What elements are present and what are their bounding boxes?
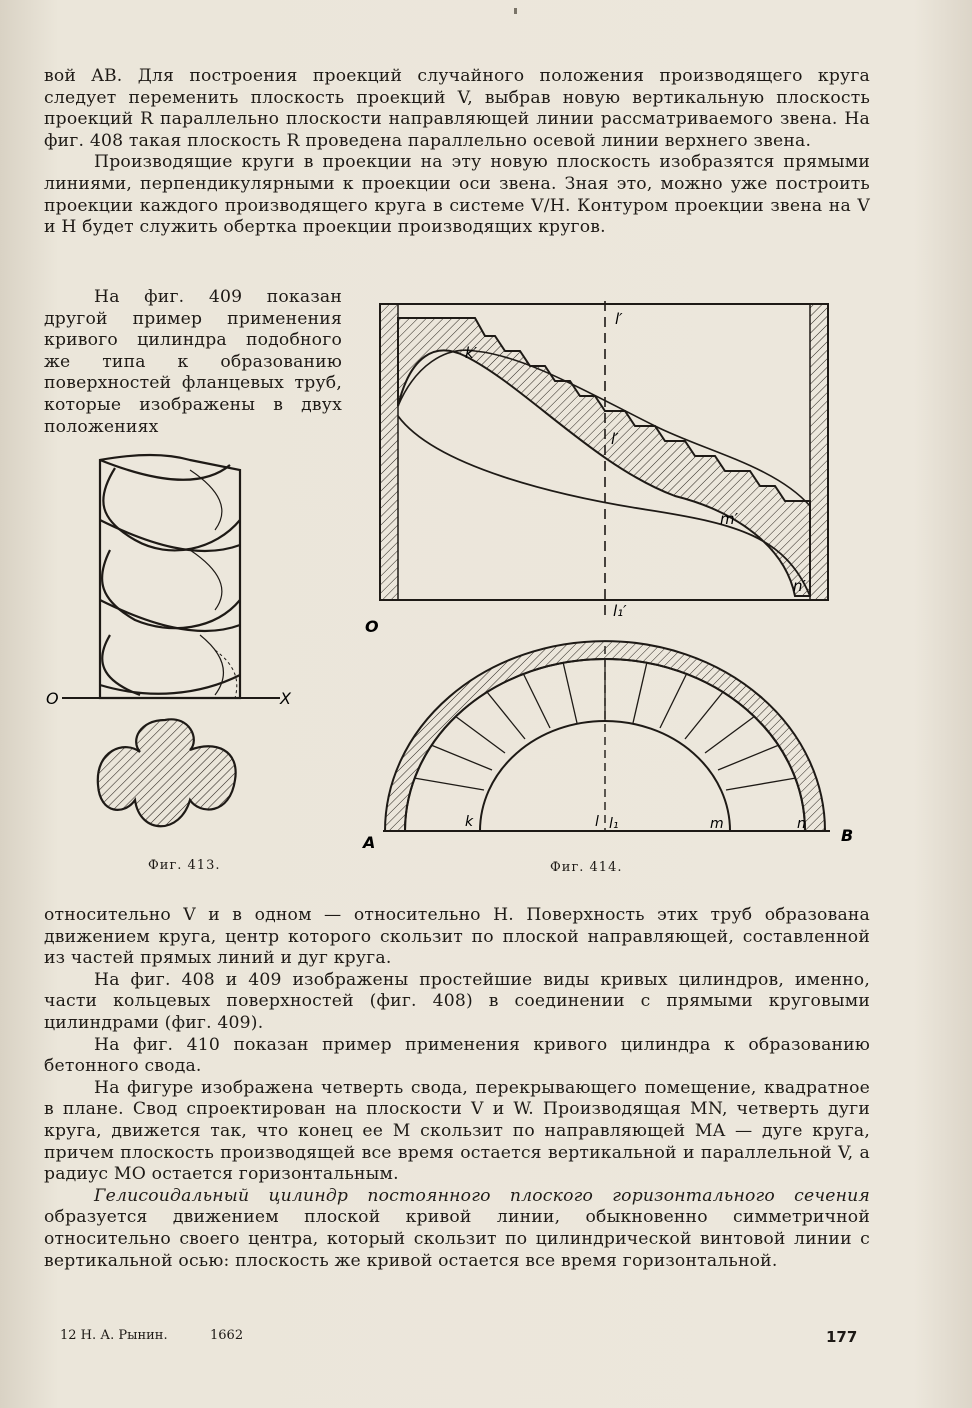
label-l-prime: l′ [615, 310, 623, 328]
label-k-prime: k′ [465, 344, 478, 362]
label-m-prime: m′ [720, 510, 739, 528]
paragraph-3: относительно V и в одном — относительно H. Поверхность этих труб образована движением круга, центр которого скользит по плоской направляющей, составленной из частей прямых линий и дуг круга. [44, 905, 870, 969]
paragraph-1: вой AB. Для построения проекций случайного положения производящего круга следует переменить плоскость проекций V, выбрав новую вертикальную плоскость проекций R параллельно плоскости направляющей линии рассматриваемого звена. На фиг. 408 такая плоскость R проведена параллельно осевой линии верхнего звена. [44, 66, 870, 151]
paragraph-7-rest: образуется движением плоской кривой линии, обыкновенно симметричной относительно своего центра, который скользит по цилиндрической винтовой линии с вертикальной осью: плоскость же кривой остается все время горизонтальной. [44, 1207, 870, 1271]
footer-print-no: 1662 [210, 1328, 244, 1343]
text-block-bottom [44, 905, 870, 1272]
twisted-column [100, 455, 240, 698]
plan-view [383, 641, 830, 831]
label-k: k [465, 814, 474, 830]
term-italic: Гелисоидальный цилиндр постоянного плоского горизонтального сечения [94, 1185, 870, 1206]
print-mark [514, 8, 517, 14]
label-b: B [841, 826, 854, 845]
caption-413: Фиг. 413. [148, 858, 221, 873]
figure-414 [355, 296, 860, 856]
label-l-prime2: l′ [611, 430, 619, 448]
label-o: O [365, 617, 379, 636]
paragraph-7 [44, 1186, 870, 1272]
figure-413 [40, 450, 310, 850]
paragraph-6: На фигуре изображена четверть свода, перекрывающего помещение, квадратное в плане. Свод спроектирован на плоскости V и W. Производящая MN, четверть дуги круга, движется так, что конец ее M скользит по направляющей MA — дуге круга, причем плоскость производящей все время остается вертикальной и параллельной V, а радиус MO остается горизонтальным. [44, 1077, 870, 1185]
paragraph-5: На фиг. 410 показан пример применения кривого цилиндра к образованию бетонного свода. [44, 1034, 870, 1077]
label-a: A [363, 833, 376, 852]
label-l1: l₁ [609, 816, 619, 832]
caption-414: Фиг. 414. [550, 860, 623, 875]
text-block-top [44, 66, 870, 239]
label-l1-prime: l₁′ [613, 602, 627, 620]
label-l: l [595, 814, 599, 830]
page-number: 177 [826, 1328, 858, 1346]
elevation-view [380, 301, 828, 616]
footer-signature: 12 Н. А. Рынин. [60, 1328, 168, 1343]
label-o: O [46, 689, 59, 708]
paragraph-4: На фиг. 408 и 409 изображены простейшие виды кривых цилиндров, именно, части кольцевых поверхностей (фиг. 408) в соединении с прямыми круговыми цилиндрами (фиг. 409). [44, 969, 870, 1033]
cross-section [98, 719, 236, 826]
label-m: m [710, 816, 724, 832]
paragraph-2: Производящие круги в проекции на эту новую плоскость изобразятся прямыми линиями, перпендикулярными к проекции оси звена. Зная это, можно уже построить проекции каждого производящего круга в системе V/H. Контуром проекции звена на V и H будет служить обертка проекции производящих кругов. [44, 152, 870, 238]
label-n-prime: n′ [793, 577, 806, 595]
label-n: n [797, 816, 806, 832]
label-x: X [280, 689, 291, 708]
paragraph-narrow: На фиг. 409 показан другой пример применения кривого цилиндра подобного же типа к образованию поверхностей фланцевых труб, которые изображены в двух положениях [44, 287, 342, 437]
